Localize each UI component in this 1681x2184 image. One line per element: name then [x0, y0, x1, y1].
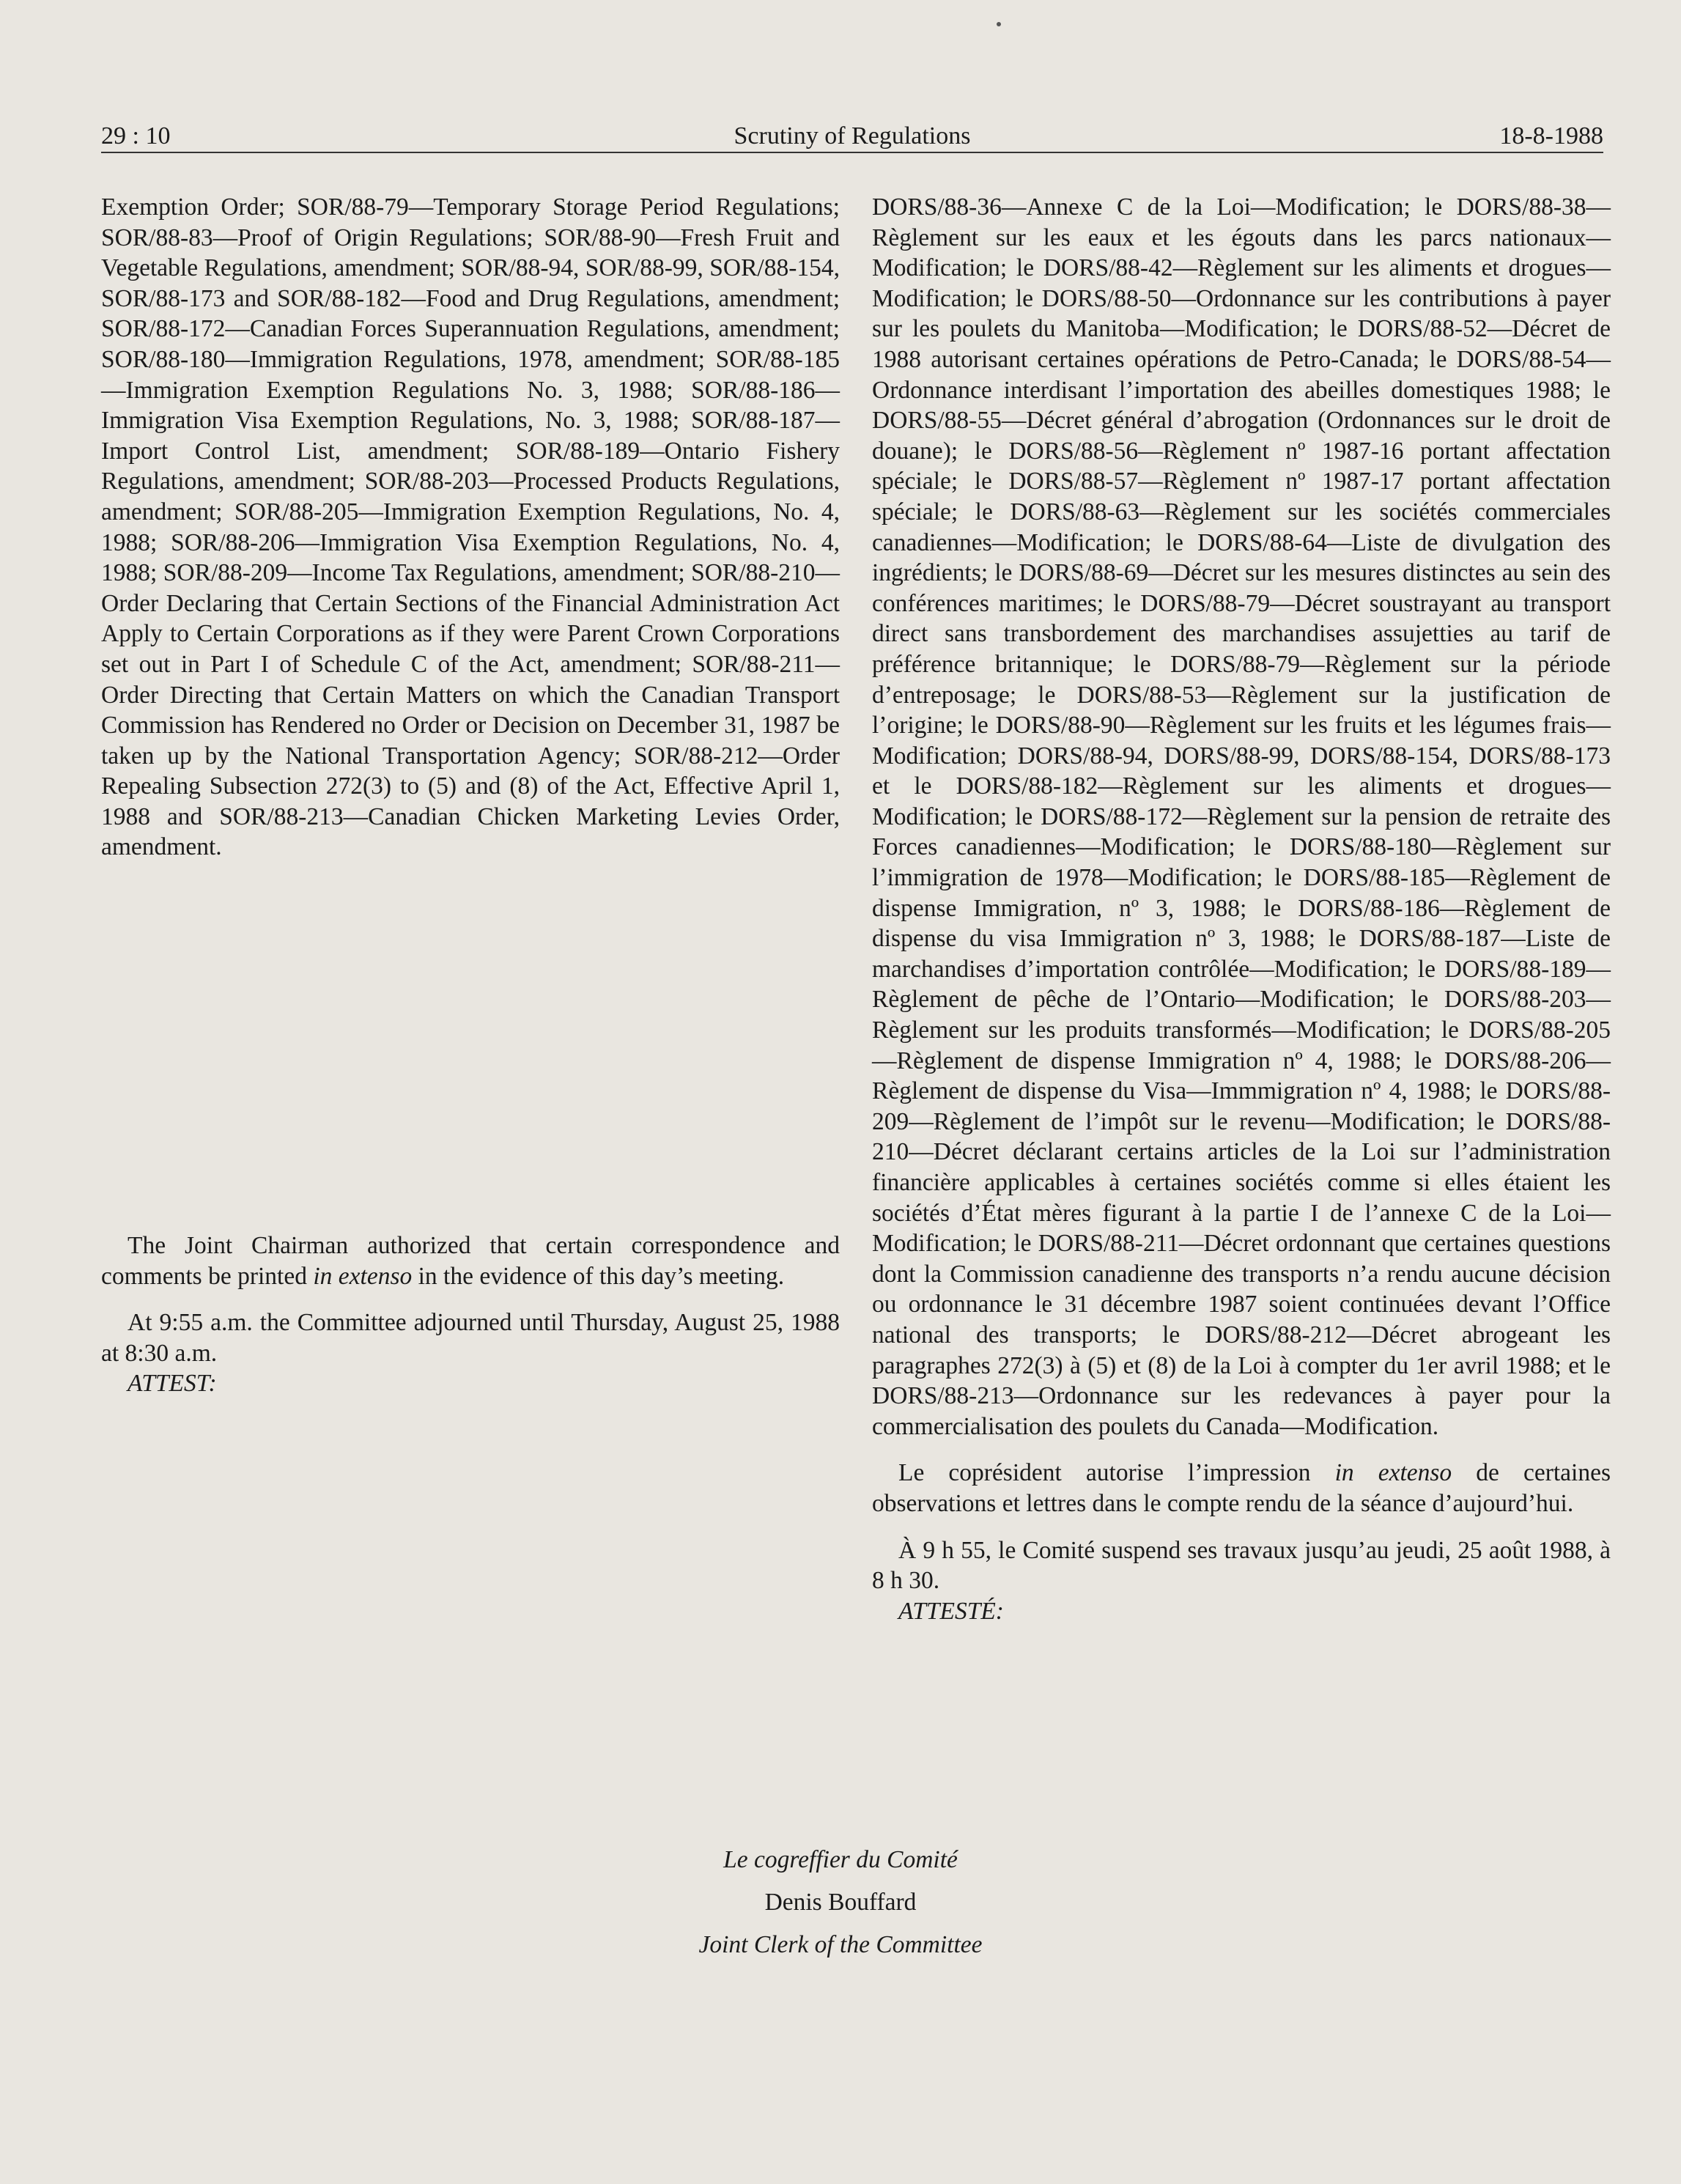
french-regulations-list: DORS/88-36—Annexe C de la Loi—Modification; le DORS/88-38—Règlement sur les eaux et les égouts dans les parcs nationaux—Modification; le DORS/88-42—Règlement sur les aliments et drogues—Modification; le DORS/88-50—Ordonnance sur les contributions à payer sur les poulets du Manitoba—Modification; le DORS/88-52—Décret de 1988 autorisant certaines opérations de Petro-Canada; le DORS/88-54—Ordonnance interdisant l’importation des abeilles domestiques 1988; le DORS/88-55—Décret général d’abrogation (Ordonnances sur le droit de douane); le DORS/88-56—Règlement nº 1987-16 portant affectation spéciale; le DORS/88-57—Règlement nº 1987-17 portant affectation spéciale; le DORS/88-63—Règlement sur les sociétés commerciales canadiennes—Modification; le DORS/88-64—Liste de divulgation des ingrédients; le DORS/88-69—Décret sur les mesures distinctes au sein des conférences maritimes; le DORS/88-79—Décret soustrayant au transport direct sans transbordement des marchandises assujetties au tarif de préférence britannique; le DORS/88-79—Règlement sur la période d’entreposage; le DORS/88-53—Règlement sur la justification de l’origine; le DORS/88-90—Règlement sur les fruits et les légumes frais—Modification; DORS/88-94, DORS/88-99, DORS/88-154, DORS/88-173 et le DORS/88-182—Règlement sur les aliments et drogues—Modification; le DORS/88-172—Règlement sur la pension de retraite des Forces canadiennes—Modification; le DORS/88-180—Règlement sur l’immigration de 1978—Modification; le DORS/88-185—Règlement de dispense Immigration, nº 3, 1988; le DORS/88-186—Règlement de dispense du visa Immigration nº 3, 1988; le DORS/88-187—Liste de marchandises d’importation contrôlée—Modification; le DORS/88-189—Règlement de pêche de l’Ontario—Modification; le DORS/88-203—Règlement sur les produits transformés—Modification; le DORS/88-205—Règlement de dispense Immigration nº 4, 1988; le DORS/88-206—Règlement de dispense du Visa—Immmigration nº 4, 1988; le DORS/88-209—Règlement de l’impôt sur le revenu—Modification; le DORS/88-210—Décret déclarant certains articles de la Loi sur l’administration financière applicables à certaines sociétés comme si elles étaient les sociétés d’État mères figurant à la partie I de l’annexe C de la Loi—Modification; le DORS/88-211—Décret ordonnant que certaines questions dont la Commission canadienne des transports n’a rendu aucune décision ou ordonnance le 31 décembre 1987 soient continuées devant l’Office national des transports; le DORS/88-212—Décret abrogeant les paragraphes 272(3) à (5) et (8) de la Loi à compter du 1er avril 1988; et le DORS/88-213—Ordonnance sur les redevances à payer pour la commercialisation des poulets du Canada—Modification.: [872, 193, 1611, 1440]
english-chairman-italic: in extenso: [313, 1262, 413, 1290]
french-column: [872, 192, 1611, 1626]
english-chairman-text-a: The Joint Chairman authorized that certain correspondence and comments be printed: [101, 1232, 840, 1290]
print-dot: [997, 22, 1001, 26]
french-attest: ATTESTÉ:: [898, 1597, 1004, 1625]
page-header: [101, 117, 1603, 155]
english-chairman-text-b: in the evidence of this day’s meeting.: [412, 1262, 785, 1290]
signature-name: [0, 1884, 1681, 1921]
english-chairman-paragraph: [101, 1231, 840, 1291]
english-column: [101, 192, 840, 1399]
french-adjournment: À 9 h 55, le Comité suspend ses travaux jusqu’au jeudi, 25 août 1988, à 8 h 30.: [872, 1536, 1611, 1595]
header-date: 18-8-1988: [1499, 122, 1603, 150]
english-adjournment: At 9:55 a.m. the Committee adjourned until Thursday, August 25, 1988 at 8:30 a.m.: [101, 1309, 840, 1367]
page-folio: 29 : 10: [101, 122, 171, 150]
signature-english-title-text: Joint Clerk of the Committee: [698, 1931, 983, 1958]
signature-french-title-text: Le cogreffier du Comité: [723, 1846, 958, 1873]
english-regulations-list: Exemption Order; SOR/88-79—Temporary Storage Period Regulations; SOR/88-83—Proof of Origin Regulations; SOR/88-90—Fresh Fruit and Vegetable Regulations, amendment; SOR/88-94, SOR/88-99, SOR/88-154, SOR/88-173 and SOR/88-182—Food and Drug Regulations, amendment; SOR/88-172—Canadian Forces Superannuation Regulations, amendment; SOR/88-180—Immigration Regulations, 1978, amendment; SOR/88-185—Immigration Exemption Regulations No. 3, 1988; SOR/88-186—Immigration Visa Exemption Regulations, No. 3, 1988; SOR/88-187—Import Control List, amendment; SOR/88-189—Ontario Fishery Regulations, amendment; SOR/88-203—Processed Products Regulations, amendment; SOR/88-205—Immigration Exemption Regulations, No. 4, 1988; SOR/88-206—Immigration Visa Exemption Regulations, No. 4, 1988; SOR/88-209—Income Tax Regulations, amendment; SOR/88-210—Order Declaring that Certain Sections of the Financial Administration Act Apply to Certain Corporations as if they were Parent Crown Corporations set out in Part I of Schedule C of the Act, amendment; SOR/88-211—Order Directing that Certain Matters on which the Canadian Transport Commission has Rendered no Order or Decision on December 31, 1987 be taken up by the National Transportation Agency; SOR/88-212—Order Repealing Subsection 272(3) to (5) and (8) of the Act, Effective April 1, 1988 and SOR/88-213—Canadian Chicken Marketing Levies Order, amendment.: [101, 193, 840, 861]
signature-name-text: Denis Bouffard: [764, 1889, 917, 1916]
english-attest: ATTEST:: [128, 1370, 217, 1398]
french-chairman-text-a: Le coprésident autorise l’impression: [898, 1459, 1335, 1487]
header-rule: [101, 152, 1603, 153]
french-chairman-paragraph: [872, 1458, 1611, 1519]
signature-english-title: [0, 1926, 1681, 1963]
running-title: Scrutiny of Regulations: [734, 122, 971, 150]
french-chairman-italic: in extenso: [1334, 1459, 1452, 1487]
signature-french-title: [0, 1841, 1681, 1878]
french-chairman-text-b: de certaines observations et lettres dans le compte rendu de la séance d’aujourd’hui.: [872, 1459, 1611, 1517]
